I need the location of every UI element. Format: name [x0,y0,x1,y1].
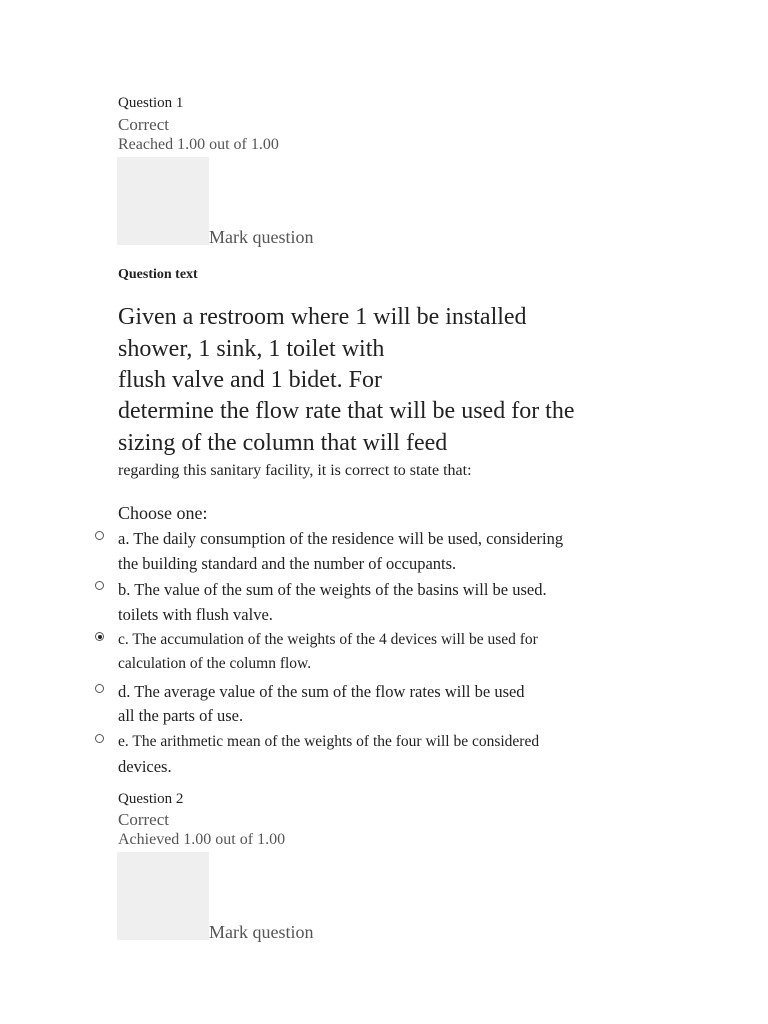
option-d-label[interactable]: d. The average value of the sum of the flow rates will be used [118,682,525,701]
option-a-label[interactable]: a. The daily consumption of the residence will be used, considering [118,529,564,548]
option-d-label-cont: all the parts of use. [118,706,244,725]
question-text-line-5: sizing of the column that will feed [118,430,448,456]
option-a-label-cont: the building standard and the number of occupants. [118,554,457,573]
question-2-number: Question 2 [118,791,184,807]
question-text-line-6: regarding this sanitary facility, it is correct to state that: [118,462,472,479]
option-e-label[interactable]: e. The arithmetic mean of the weights of the four will be considered [118,733,540,750]
question-1-state: Correct [118,115,169,134]
question-text-heading: Question text [118,267,198,282]
question-1-number: Question 1 [118,95,184,111]
question-2-grade: Achieved 1.00 out of 1.00 [118,831,286,848]
question-2-state: Correct [118,810,169,829]
flag-icon-placeholder[interactable] [117,157,209,245]
option-c-label-cont: calculation of the column flow. [118,655,312,672]
option-c-radio[interactable] [95,632,104,641]
option-a-radio[interactable] [95,531,104,540]
flag-icon-placeholder-2[interactable] [117,852,209,940]
option-b-label-cont: toilets with flush valve. [118,605,273,624]
option-e-label-cont: devices. [118,757,172,776]
question-text-line-1: Given a restroom where 1 will be installed [118,304,527,330]
option-b-label[interactable]: b. The value of the sum of the weights of the basins will be used. [118,580,547,599]
question-text-line-3: flush valve and 1 bidet. For [118,367,382,393]
option-d-radio[interactable] [95,684,104,693]
question-text-line-4: determine the flow rate that will be used for the [118,398,575,424]
mark-question-1-link[interactable]: Mark question [209,227,314,247]
question-1-grade: Reached 1.00 out of 1.00 [118,136,279,153]
mark-question-2-link[interactable]: Mark question [209,922,314,942]
option-b-radio[interactable] [95,581,104,590]
option-e-radio[interactable] [95,734,104,743]
option-c-label[interactable]: c. The accumulation of the weights of the 4 devices will be used for [118,631,538,648]
choose-one-prompt: Choose one: [118,503,208,523]
question-text-line-2: shower, 1 sink, 1 toilet with [118,336,385,362]
